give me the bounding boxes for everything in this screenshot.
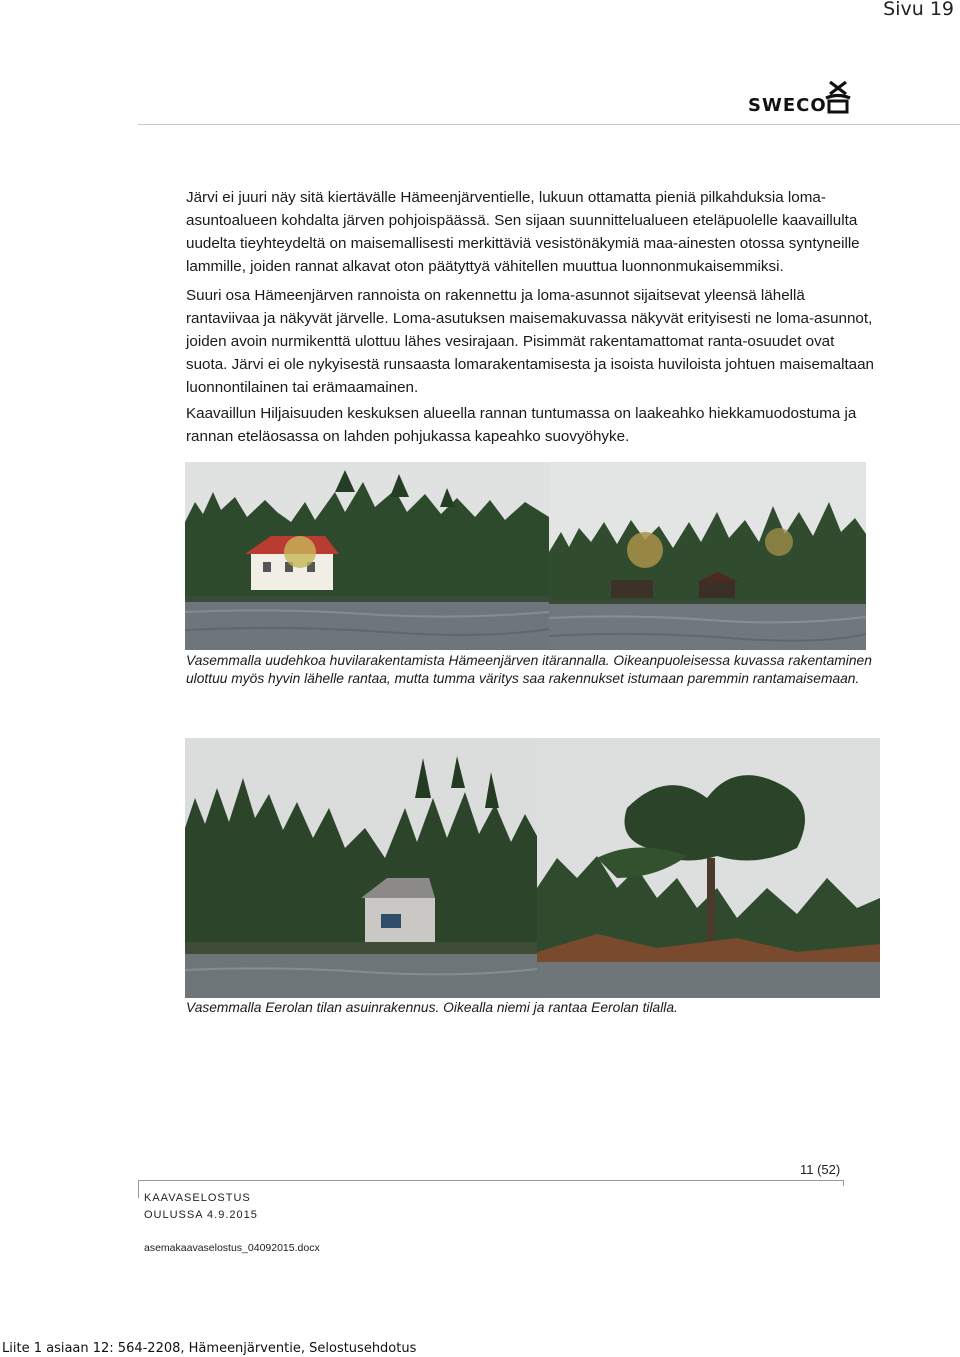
paragraph-3: Kaavaillun Hiljaisuuden keskuksen alueella rannan tuntumassa on laakeahko hiekkamuodostuma ja rannan eteläosassa on lahden pohjukassa kapeahko suovyöhyke. [186,405,857,445]
footer-doc-type: KAAVASELOSTUS [144,1192,251,1204]
photo-pine-point [537,738,880,998]
photo-dark-cottages [549,462,866,650]
photo-caption-1: Vasemmalla uudehkoa huvilarakentamista Hämeenjärven itärannalla. Oikeanpuoleisessa kuvassa rakentaminen ulottuu myös hyvin lähelle rantaa, mutta tumma väritys saa rakennukset istumaan paremmin rantamaisemaan. [186,653,872,686]
attachment-line: Liite 1 asiaan 12: 564-2208, Hämeenjärventie, Selostusehdotus [2,1341,417,1356]
sweco-logo [748,80,854,120]
footer-place-date: OULUSSA 4.9.2015 [144,1209,258,1221]
footer-rule [138,1180,843,1181]
photo-caption-2: Vasemmalla Eerolan tilan asuinrakennus. Oikealla niemi ja rantaa Eerolan tilalla. [186,1000,678,1015]
footer-filename: asemakaavaselostus_04092015.docx [144,1242,320,1254]
footer-rule-right [843,1180,844,1186]
photo-lakeside-villa [185,462,549,650]
paragraph-1: Järvi ei juuri näy sitä kiertävälle Hämeenjärventielle, lukuun ottamatta pieniä pilkahduksia loma-asuntoalueen kohdalta järven pohjoispäässä. Sen sijaan suunnittelualueen eteläpuolelle kaavaillulta uudelta tieyhteydeltä on maisemallisesti merkittäviä vesistönäkymiä maa-ainesten otossa syntyneille lammille, joiden rannat alkavat oton päätyttyä vähitellen muuttua luonnonmukaisemmiksi. [186,189,860,275]
header-rule [138,124,960,125]
page-label: Sivu 19 [883,0,954,20]
paragraph-2: Suuri osa Hämeenjärven rannoista on rakennettu ja loma-asunnot sijaitsevat yleensä lähellä rantaviivaa ja näkyvät järvelle. Loma-asutuksen maisemakuvassa näkyvät erityisesti ne loma-asunnot, joiden avoin nurmikenttä ulottuu lähes vesirajaan. Pisimmät rakentamattomat ranta-osuudet ovat suota. Järvi ei ole nykyisestä runsaasta lomarakentamisesta ja isoista huviloista johtuen maisemaltaan luonnontilainen tai erämaamainen. [186,287,874,396]
photo-eerola-farmhouse [185,738,537,998]
sweco-logo-mark-icon [824,80,852,119]
logo-text: SWECO [748,95,827,116]
footer-rule-left [138,1180,139,1198]
page-number: 11 (52) [800,1162,841,1177]
